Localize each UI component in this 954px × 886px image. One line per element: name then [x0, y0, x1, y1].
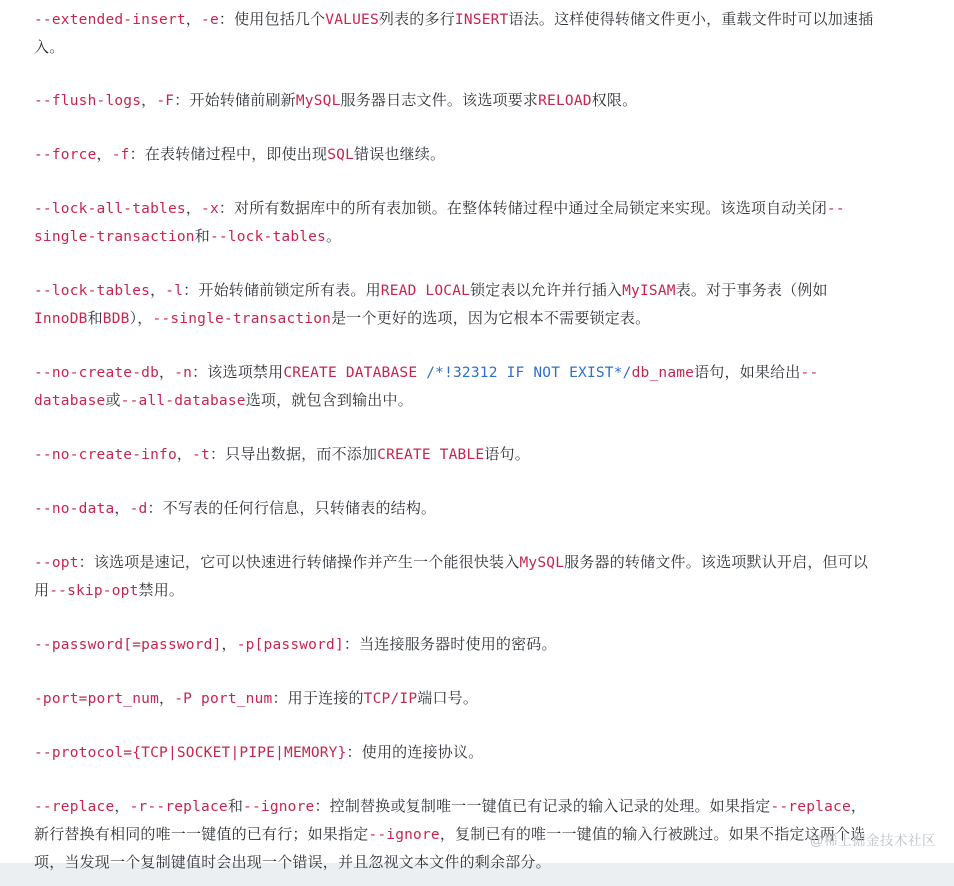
inline-code: --no-create-db [34, 365, 160, 381]
text-run: ， [185, 11, 202, 28]
text-run: 和 [87, 310, 103, 327]
inline-code: MySQL [519, 555, 565, 571]
text-run: ， [185, 200, 202, 217]
watermark: @稀土掘金技术社区 [809, 833, 936, 848]
text-run: 语句。 [484, 446, 530, 463]
inline-code: -f [111, 147, 130, 163]
inline-code: --ignore [368, 827, 440, 843]
inline-code: --lock-tables [209, 229, 327, 245]
inline-code: --single-transaction [34, 201, 845, 245]
inline-code: -port=port_num [34, 691, 160, 707]
paragraph-flush-logs [34, 87, 874, 115]
text-run: ：在表转储过程中，即使出现 [129, 146, 328, 163]
text-run: ， [114, 500, 130, 517]
paragraph-lock-all-tables [34, 195, 874, 251]
inline-code: -n [174, 365, 193, 381]
paragraph-force [34, 141, 874, 169]
inline-code: --replace [770, 799, 851, 815]
inline-code: VALUES [325, 12, 379, 28]
inline-code: -p[password] [236, 637, 344, 653]
inline-code: --flush-logs [34, 93, 142, 109]
inline-code: db_name [631, 365, 695, 381]
inline-code: --skip-opt [49, 583, 139, 599]
inline-code: --extended-insert [34, 12, 186, 28]
text-run: 权限。 [591, 92, 638, 109]
paragraph-replace [34, 793, 874, 876]
text-run: ，新行替换有相同的唯一一键值的已有行；如果指定 [34, 798, 867, 843]
text-run: 和 [194, 228, 210, 245]
inline-code: CREATE TABLE [377, 447, 485, 463]
text-run: ：对所有数据库中的所有表加锁。在整体转储过程中通过全局锁定来实现。该选项自动关闭 [218, 200, 827, 217]
paragraph-no-data [34, 495, 874, 523]
inline-code: --single-transaction [152, 311, 332, 327]
inline-code: -r [129, 799, 148, 815]
text-run: ：使用的连接协议。 [346, 744, 484, 761]
text-run: 选项，就包含到输出中。 [245, 392, 413, 409]
text-run: 端口号。 [417, 690, 479, 707]
inline-code: --opt [34, 555, 79, 571]
inline-code: RELOAD [538, 93, 592, 109]
paragraph-port [34, 685, 874, 713]
paragraph-opt [34, 549, 874, 605]
text-run: ：使用包括几个 [218, 11, 326, 28]
text-run: ：用于连接的 [272, 690, 364, 707]
text-run: 或 [105, 392, 121, 409]
inline-code: -x [201, 201, 219, 217]
text-run: ：只导出数据，而不添加 [209, 446, 378, 463]
paragraph-lock-tables [34, 277, 874, 333]
text-run: ， [159, 690, 175, 707]
inline-code: -F [156, 93, 175, 109]
paragraph-extended-insert [34, 6, 874, 61]
text-run: ， [176, 446, 193, 463]
inline-code: INSERT [454, 12, 509, 28]
inline-code: MySQL [295, 93, 341, 109]
text-run: 禁用。 [138, 582, 185, 599]
text-run: ， [114, 798, 130, 815]
text-run: ：该选项禁用 [192, 364, 284, 381]
inline-code: --all-database [120, 393, 246, 409]
text-run: 和 [227, 798, 244, 815]
inline-code: BDB [102, 311, 130, 327]
text-run: 服务器日志文件。该选项要求 [340, 92, 539, 109]
inline-code: -d [129, 501, 148, 517]
inline-code: CREATE DATABASE [283, 365, 427, 381]
text-run: 语法。这样使得转储文件更小，重载文件时可以加速插入。 [34, 11, 874, 56]
inline-code: -P port_num [174, 691, 273, 707]
inline-code: --lock-all-tables [34, 201, 186, 217]
inline-code: --lock-tables [34, 283, 151, 299]
inline-code: --replace [147, 799, 228, 815]
text-run: ， [159, 364, 175, 381]
paragraph-no-create-db [34, 359, 874, 415]
paragraph-no-create-info [34, 441, 874, 469]
text-run: ：控制替换或复制唯一一键值已有记录的输入记录的处理。如果指定 [314, 798, 771, 815]
text-run: ）， [129, 310, 153, 327]
text-run: ， [141, 92, 157, 109]
inline-code: READ LOCAL [380, 283, 471, 299]
inline-code-comment: /*!32312 IF NOT EXIST*/ [426, 365, 632, 381]
inline-code: --password[=password] [34, 637, 222, 653]
text-run: 是一个更好的选项，因为它根本不需要锁定表。 [331, 310, 651, 327]
text-run: ，复制已有的唯一一键值的输入行被跳过。如果不指定这两个选项，当发现一个复制键值时会出现一个错误，并且忽视文本文件的剩余部分。 [34, 826, 866, 871]
inline-code: InnoDB [34, 311, 88, 327]
text-run: ：开始转储前刷新 [174, 92, 296, 109]
text-run: ， [221, 636, 237, 653]
inline-code: --database [34, 365, 819, 409]
text-run: 。 [326, 228, 342, 245]
text-run: 错误也继续。 [354, 146, 446, 163]
text-run: ， [96, 146, 112, 163]
paragraph-password [34, 631, 874, 659]
text-run: 表。对于事务表（例如 [675, 282, 828, 299]
inline-code: TCP/IP [363, 691, 418, 707]
inline-code: -e [201, 12, 219, 28]
inline-code: --ignore [243, 799, 315, 815]
paragraph-protocol [34, 739, 874, 767]
inline-code: --force [34, 147, 97, 163]
inline-code: SQL [327, 147, 354, 163]
inline-code: --protocol={TCP|SOCKET|PIPE|MEMORY} [34, 745, 347, 761]
inline-code: --no-create-info [34, 447, 177, 463]
text-run: 语句，如果给出 [694, 364, 801, 381]
inline-code: --replace [34, 799, 115, 815]
inline-code: --no-data [34, 501, 115, 517]
text-run: 锁定表以允许并行插入 [470, 282, 623, 299]
text-run: ：该选项是速记，它可以快速进行转储操作并产生一个能很快装入 [78, 554, 520, 571]
text-run: ：不写表的任何行信息，只转储表的结构。 [147, 500, 437, 517]
inline-code: MyISAM [622, 283, 676, 299]
text-run: ：当连接服务器时使用的密码。 [343, 636, 557, 653]
text-run: ：开始转储前锁定所有表。用 [183, 282, 381, 299]
inline-code: -t [192, 447, 210, 463]
inline-code: -l [165, 283, 184, 299]
text-run: 服务器的转储文件。该选项默认开启，但可以用 [34, 554, 869, 599]
text-run: ， [150, 282, 166, 299]
text-run: 列表的多行 [378, 11, 455, 28]
